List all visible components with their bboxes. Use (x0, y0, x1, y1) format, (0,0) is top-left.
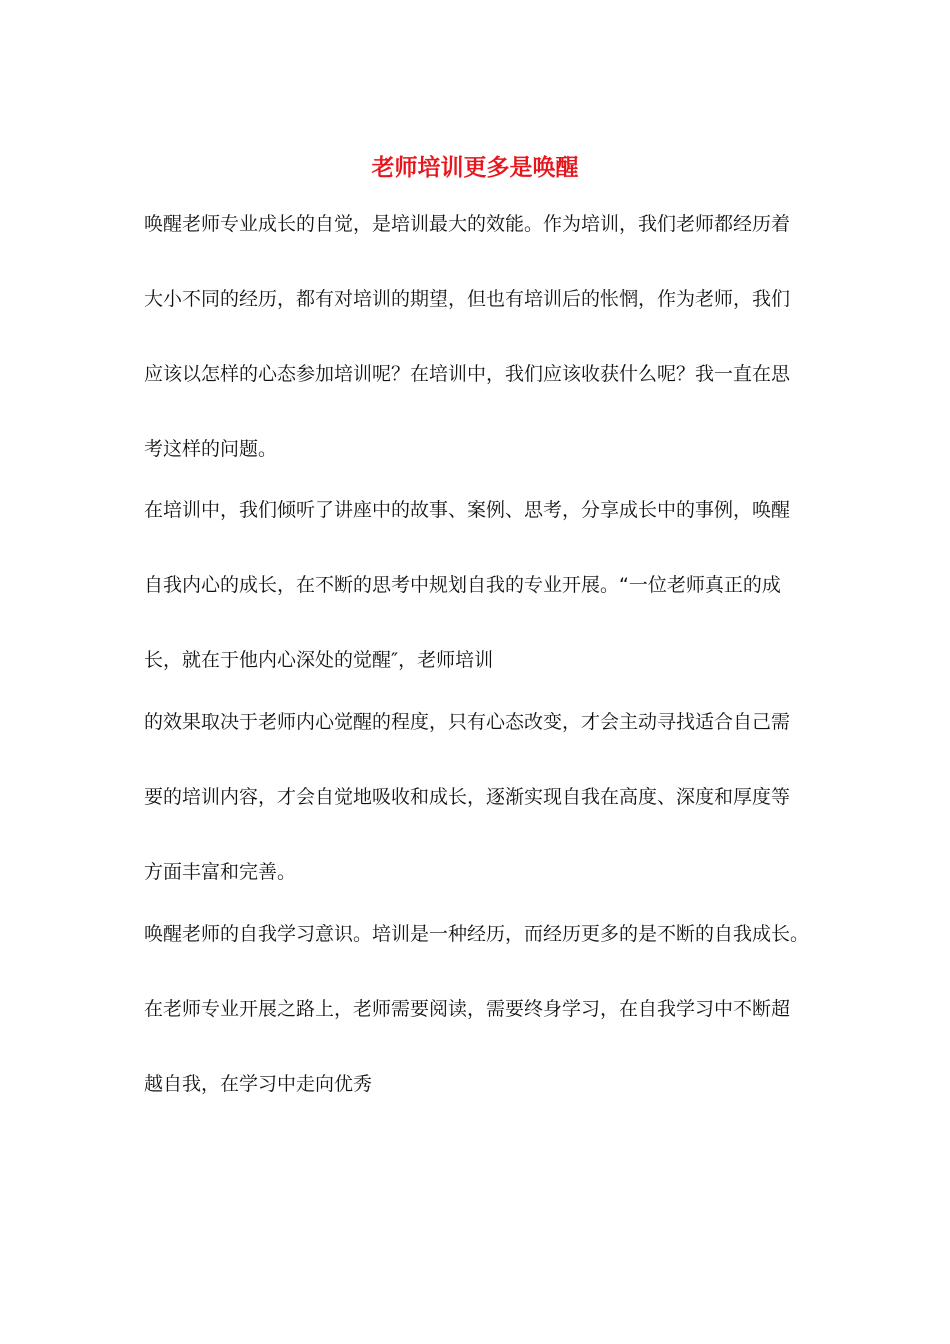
document-title: 老师培训更多是唤醒 (371, 154, 579, 181)
paragraph-line: 在老师专业开展之路上，老师需要阅读，需要终身学习，在自我学习中不断超 (144, 998, 791, 1020)
paragraph-line: 在培训中，我们倾听了讲座中的故事、案例、思考，分享成长中的事例，唤醒 (144, 499, 791, 521)
paragraph-line: 长，就在于他内心深处的觉醒″，老师培训 (144, 649, 494, 671)
paragraph-line: 方面丰富和完善。 (144, 861, 297, 883)
paragraph-line: 应该以怎样的心态参加培训呢？在培训中，我们应该收获什么呢？我一直在思 (144, 363, 791, 385)
paragraph-line: 要的培训内容，才会自觉地吸收和成长，逐渐实现自我在高度、深度和厚度等 (144, 786, 791, 808)
paragraph-line: 大小不同的经历，都有对培训的期望，但也有培训后的怅惘，作为老师，我们 (144, 288, 791, 310)
paragraph-line: 的效果取决于老师内心觉醒的程度，只有心态改变，才会主动寻找适合自己需 (144, 711, 791, 733)
paragraph-line: 越自我，在学习中走向优秀 (144, 1073, 373, 1095)
paragraph-line: 自我内心的成长，在不断的思考中规划自我的专业开展。“一位老师真正的成 (144, 574, 781, 596)
paragraph-line: 唤醒老师专业成长的自觉，是培训最大的效能。作为培训，我们老师都经历着 (144, 213, 791, 235)
paragraph-line: 唤醒老师的自我学习意识。培训是一种经历，而经历更多的是不断的自我成长。 (144, 923, 810, 945)
paragraph-line: 考这样的问题。 (144, 438, 278, 460)
